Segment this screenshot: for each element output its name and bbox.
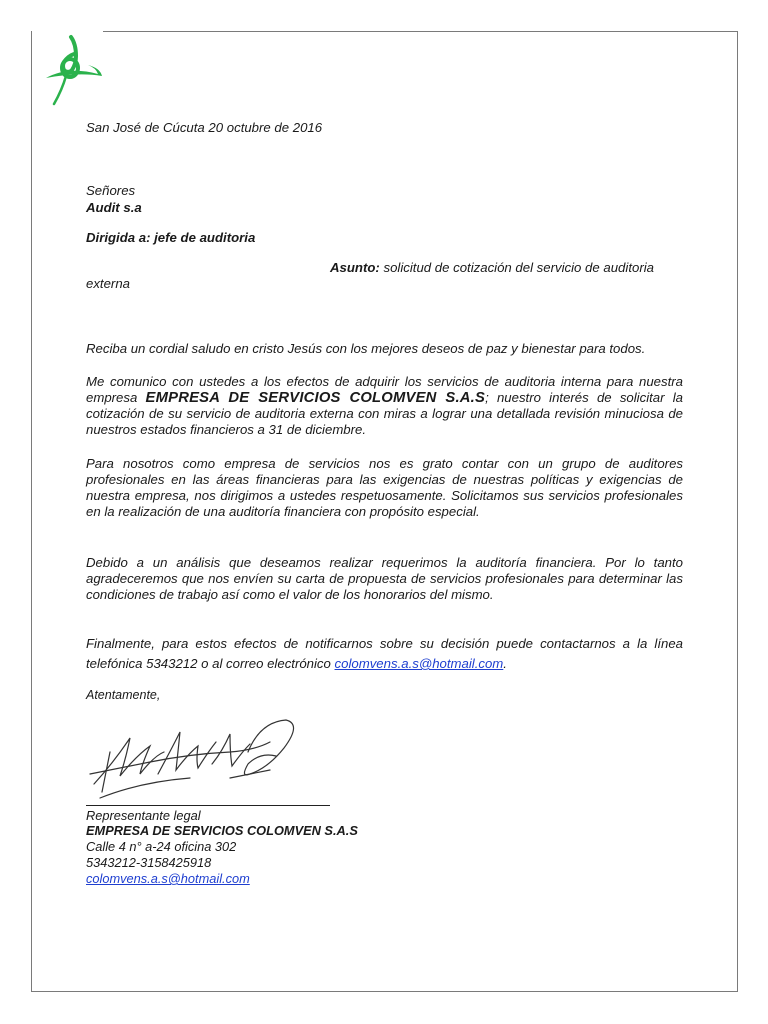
paragraph-4-end: . — [503, 656, 507, 671]
paragraph-4 — [86, 634, 683, 674]
addressed-to: Dirigida a: jefe de auditoria — [86, 230, 256, 245]
paragraph-4-start: Finalmente, para estos efectos de notificarnos sobre su decisión puede contactarnos a la línea telefónica 5343212 o al correo electrónico — [86, 636, 683, 671]
signer-address: Calle 4 n° a-24 oficina 302 — [86, 839, 237, 854]
paragraph-1-end: ; nuestro interés de solicitar la cotización de su servicio de auditoria externa con miras a lograr una detallada revisión minuciosa de nuestros estados financieros a 31 de diciembre. — [86, 390, 683, 437]
subject-label: Asunto: — [330, 260, 380, 275]
signer-company: EMPRESA DE SERVICIOS COLOMVEN S.A.S — [86, 823, 358, 838]
signer-role: Representante legal — [86, 808, 201, 823]
company-name-inline: EMPRESA DE SERVICIOS COLOMVEN S.A.S — [145, 390, 486, 406]
company-logo-icon — [38, 34, 104, 106]
signer-email-link[interactable]: colomvens.a.s@hotmail.com — [86, 871, 250, 886]
signer-phones: 5343212-3158425918 — [86, 855, 212, 870]
signer-email-container — [86, 871, 250, 887]
email-link-inline[interactable]: colomvens.a.s@hotmail.com — [334, 656, 504, 671]
subject-text: solicitud de cotización del servicio de auditoria — [379, 260, 654, 275]
recipient: Audit s.a — [86, 200, 142, 215]
page-frame-top-edge — [103, 31, 738, 32]
subject-continuation: externa — [86, 276, 130, 291]
paragraph-1-start: Me comunico con ustedes a los efectos de adquirir los servicios de auditoria interna para nuestra empresa — [86, 374, 683, 405]
signature-line — [86, 805, 330, 806]
handwritten-signature — [80, 712, 300, 806]
subject-line — [330, 260, 654, 276]
paragraph-3: Debido a un análisis que deseamos realizar requerimos la auditoría financiera. Por lo tanto agradeceremos que nos envíen su carta de propuesta de servicios profesionales para determinar las condiciones de trabajo así como el valor de los honorarios del mismo. — [86, 555, 683, 602]
paragraph-2: Para nosotros como empresa de servicios nos es grato contar con un grupo de auditores profesionales en las áreas financieras para las exigencias de nuestras políticas y exigencias de nuestra empresa, nos dirigimos a ustedes respetuosamente. Solicitamos sus servicios profesionales en la realización de una auditoría financiera con propósito especial. — [86, 456, 683, 519]
greeting: Reciba un cordial saludo en cristo Jesús con los mejores deseos de paz y bienestar para todos. — [86, 341, 646, 356]
salutation: Señores — [86, 183, 136, 198]
paragraph-1 — [86, 374, 683, 438]
place-date: San José de Cúcuta 20 octubre de 2016 — [86, 120, 323, 135]
closing: Atentamente, — [86, 688, 161, 702]
